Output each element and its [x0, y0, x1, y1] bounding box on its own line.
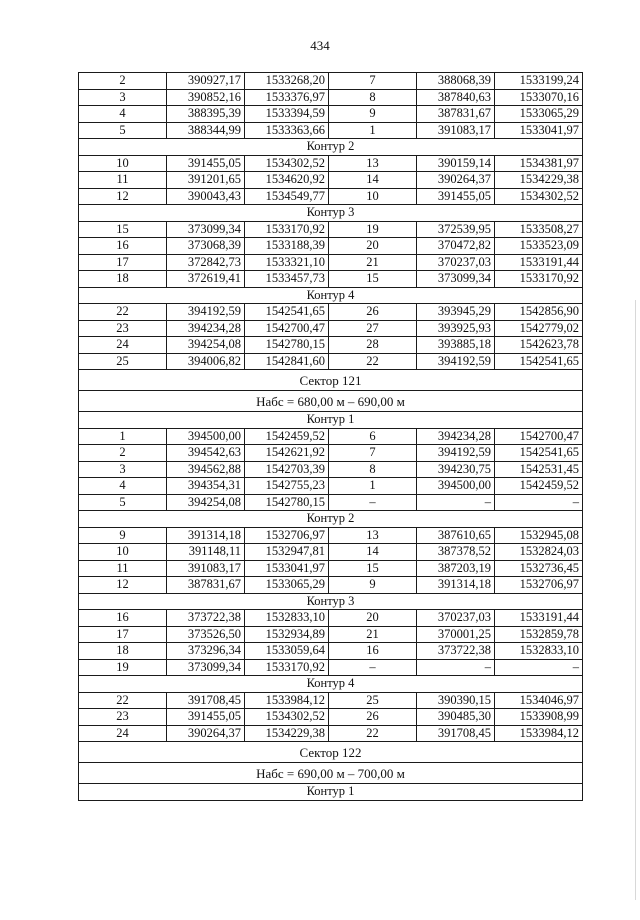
table-row	[79, 610, 583, 627]
contour-heading-row	[79, 412, 583, 429]
y-coordinate-cell: 1533191,44	[495, 254, 583, 271]
y-coordinate-cell: 1542531,45	[495, 461, 583, 478]
y-coordinate-cell: 1533508,27	[495, 221, 583, 238]
contour-heading: Контур 1	[79, 784, 583, 801]
y-coordinate-cell: 1542700,47	[245, 320, 329, 337]
section-heading-row	[79, 742, 583, 763]
table-row	[79, 221, 583, 238]
y-coordinate-cell: 1542459,52	[495, 478, 583, 495]
contour-heading-row	[79, 676, 583, 693]
y-coordinate-cell: 1542856,90	[495, 304, 583, 321]
x-coordinate-cell: 373099,34	[167, 659, 245, 676]
x-coordinate-cell: –	[417, 659, 495, 676]
x-coordinate-cell: 390927,17	[167, 73, 245, 90]
point-number-cell: 12	[79, 188, 167, 205]
point-number-cell: 7	[329, 445, 417, 462]
y-coordinate-cell: 1534229,38	[245, 725, 329, 742]
x-coordinate-cell: 394254,08	[167, 337, 245, 354]
contour-heading-row	[79, 287, 583, 304]
x-coordinate-cell: 394006,82	[167, 353, 245, 370]
point-number-cell: 5	[79, 122, 167, 139]
contour-heading-row	[79, 784, 583, 801]
point-number-cell: 26	[329, 304, 417, 321]
page-number: 434	[310, 38, 330, 53]
point-number-cell: 11	[79, 172, 167, 189]
y-coordinate-cell: 1533059,64	[245, 643, 329, 660]
x-coordinate-cell: 373099,34	[167, 221, 245, 238]
y-coordinate-cell: 1533984,12	[245, 692, 329, 709]
section-heading-row	[79, 370, 583, 391]
y-coordinate-cell: 1533908,99	[495, 709, 583, 726]
y-coordinate-cell: 1533070,16	[495, 89, 583, 106]
point-number-cell: 3	[79, 89, 167, 106]
y-coordinate-cell: 1533065,29	[495, 106, 583, 123]
point-number-cell: 25	[79, 353, 167, 370]
point-number-cell: 2	[79, 445, 167, 462]
contour-heading-row	[79, 205, 583, 222]
x-coordinate-cell: 390159,14	[417, 155, 495, 172]
table-row	[79, 544, 583, 561]
y-coordinate-cell: 1532833,10	[495, 643, 583, 660]
y-coordinate-cell: 1534302,52	[245, 155, 329, 172]
y-coordinate-cell: 1532706,97	[245, 527, 329, 544]
y-coordinate-cell: 1533041,97	[495, 122, 583, 139]
point-number-cell: –	[329, 659, 417, 676]
y-coordinate-cell: 1532934,89	[245, 626, 329, 643]
x-coordinate-cell: 387840,63	[417, 89, 495, 106]
table-row	[79, 725, 583, 742]
x-coordinate-cell: 373099,34	[417, 271, 495, 288]
y-coordinate-cell: 1534046,97	[495, 692, 583, 709]
point-number-cell: 22	[79, 304, 167, 321]
y-coordinate-cell: 1532859,78	[495, 626, 583, 643]
point-number-cell: 19	[79, 659, 167, 676]
table-row	[79, 494, 583, 511]
point-number-cell: 23	[79, 320, 167, 337]
contour-heading: Контур 3	[79, 205, 583, 222]
table-row	[79, 106, 583, 123]
point-number-cell: 19	[329, 221, 417, 238]
x-coordinate-cell: 391083,17	[167, 560, 245, 577]
x-coordinate-cell: 394254,08	[167, 494, 245, 511]
table-row	[79, 89, 583, 106]
x-coordinate-cell: 388068,39	[417, 73, 495, 90]
y-coordinate-cell: 1542541,65	[245, 304, 329, 321]
x-coordinate-cell: 372619,41	[167, 271, 245, 288]
section-heading: Набс = 680,00 м – 690,00 м	[79, 391, 583, 412]
point-number-cell: 9	[79, 527, 167, 544]
x-coordinate-cell: 390485,30	[417, 709, 495, 726]
table-row	[79, 188, 583, 205]
x-coordinate-cell: 391148,11	[167, 544, 245, 561]
contour-heading-row	[79, 139, 583, 156]
x-coordinate-cell: 373296,34	[167, 643, 245, 660]
scan-edge-line	[635, 300, 636, 900]
y-coordinate-cell: 1533170,92	[245, 659, 329, 676]
table-row	[79, 337, 583, 354]
point-number-cell: 7	[329, 73, 417, 90]
point-number-cell: 20	[329, 238, 417, 255]
y-coordinate-cell: 1533523,09	[495, 238, 583, 255]
point-number-cell: 28	[329, 337, 417, 354]
point-number-cell: 13	[329, 155, 417, 172]
y-coordinate-cell: 1542459,52	[245, 428, 329, 445]
x-coordinate-cell: 370237,03	[417, 254, 495, 271]
table-row	[79, 478, 583, 495]
point-number-cell: 18	[79, 271, 167, 288]
y-coordinate-cell: 1542780,15	[245, 337, 329, 354]
point-number-cell: 21	[329, 626, 417, 643]
x-coordinate-cell: 394354,31	[167, 478, 245, 495]
point-number-cell: 4	[79, 478, 167, 495]
table-row	[79, 527, 583, 544]
table-row	[79, 172, 583, 189]
x-coordinate-cell: 391708,45	[167, 692, 245, 709]
point-number-cell: 15	[329, 560, 417, 577]
table-row	[79, 353, 583, 370]
contour-heading: Контур 4	[79, 676, 583, 693]
table-row	[79, 709, 583, 726]
point-number-cell: 23	[79, 709, 167, 726]
y-coordinate-cell: 1542779,02	[495, 320, 583, 337]
table-row	[79, 238, 583, 255]
contour-heading: Контур 2	[79, 511, 583, 528]
point-number-cell: 22	[329, 353, 417, 370]
y-coordinate-cell: 1533170,92	[495, 271, 583, 288]
table-row	[79, 320, 583, 337]
table-row	[79, 659, 583, 676]
x-coordinate-cell: 393925,93	[417, 320, 495, 337]
y-coordinate-cell: 1533457,73	[245, 271, 329, 288]
point-number-cell: 9	[329, 577, 417, 594]
y-coordinate-cell: 1542623,78	[495, 337, 583, 354]
point-number-cell: 10	[329, 188, 417, 205]
y-coordinate-cell: 1533376,97	[245, 89, 329, 106]
point-number-cell: 25	[329, 692, 417, 709]
contour-heading: Контур 4	[79, 287, 583, 304]
x-coordinate-cell: 390390,15	[417, 692, 495, 709]
x-coordinate-cell: 388344,99	[167, 122, 245, 139]
y-coordinate-cell: 1542841,60	[245, 353, 329, 370]
y-coordinate-cell: 1533041,97	[245, 560, 329, 577]
point-number-cell: 15	[79, 221, 167, 238]
y-coordinate-cell: 1542703,39	[245, 461, 329, 478]
x-coordinate-cell: 390264,37	[167, 725, 245, 742]
point-number-cell: 21	[329, 254, 417, 271]
x-coordinate-cell: 370001,25	[417, 626, 495, 643]
y-coordinate-cell: 1533984,12	[495, 725, 583, 742]
x-coordinate-cell: 373722,38	[417, 643, 495, 660]
point-number-cell: 4	[79, 106, 167, 123]
point-number-cell: 26	[329, 709, 417, 726]
y-coordinate-cell: 1542755,23	[245, 478, 329, 495]
x-coordinate-cell: 394192,59	[417, 445, 495, 462]
point-number-cell: 9	[329, 106, 417, 123]
y-coordinate-cell: 1532833,10	[245, 610, 329, 627]
point-number-cell: 3	[79, 461, 167, 478]
x-coordinate-cell: 394234,28	[167, 320, 245, 337]
table-row	[79, 304, 583, 321]
y-coordinate-cell: 1533188,39	[245, 238, 329, 255]
point-number-cell: 15	[329, 271, 417, 288]
coordinates-table	[78, 72, 583, 801]
x-coordinate-cell: 391708,45	[417, 725, 495, 742]
y-coordinate-cell: 1533065,29	[245, 577, 329, 594]
x-coordinate-cell: 373068,39	[167, 238, 245, 255]
point-number-cell: 22	[79, 692, 167, 709]
y-coordinate-cell: 1533191,44	[495, 610, 583, 627]
x-coordinate-cell: 387831,67	[167, 577, 245, 594]
x-coordinate-cell: 394192,59	[167, 304, 245, 321]
point-number-cell: 17	[79, 626, 167, 643]
y-coordinate-cell: 1534229,38	[495, 172, 583, 189]
contour-heading: Контур 3	[79, 593, 583, 610]
table-row	[79, 643, 583, 660]
x-coordinate-cell: 394562,88	[167, 461, 245, 478]
contour-heading: Контур 2	[79, 139, 583, 156]
y-coordinate-cell: 1542780,15	[245, 494, 329, 511]
x-coordinate-cell: 388395,39	[167, 106, 245, 123]
section-heading-row	[79, 391, 583, 412]
table-row	[79, 626, 583, 643]
contour-heading: Контур 1	[79, 412, 583, 429]
x-coordinate-cell: 391455,05	[417, 188, 495, 205]
x-coordinate-cell: 391314,18	[417, 577, 495, 594]
table-row	[79, 692, 583, 709]
point-number-cell: 8	[329, 461, 417, 478]
point-number-cell: 13	[329, 527, 417, 544]
table-row	[79, 560, 583, 577]
x-coordinate-cell: 373722,38	[167, 610, 245, 627]
x-coordinate-cell: 390043,43	[167, 188, 245, 205]
table-row	[79, 254, 583, 271]
x-coordinate-cell: 370237,03	[417, 610, 495, 627]
y-coordinate-cell: 1533394,59	[245, 106, 329, 123]
point-number-cell: 24	[79, 337, 167, 354]
x-coordinate-cell: 387203,19	[417, 560, 495, 577]
point-number-cell: 20	[329, 610, 417, 627]
section-heading: Сектор 122	[79, 742, 583, 763]
point-number-cell: 14	[329, 544, 417, 561]
x-coordinate-cell: 390264,37	[417, 172, 495, 189]
y-coordinate-cell: –	[495, 494, 583, 511]
y-coordinate-cell: 1534302,52	[495, 188, 583, 205]
x-coordinate-cell: 387831,67	[417, 106, 495, 123]
point-number-cell: 1	[329, 478, 417, 495]
table-row	[79, 461, 583, 478]
point-number-cell: 24	[79, 725, 167, 742]
y-coordinate-cell: –	[495, 659, 583, 676]
x-coordinate-cell: 394192,59	[417, 353, 495, 370]
point-number-cell: 12	[79, 577, 167, 594]
x-coordinate-cell: 394500,00	[167, 428, 245, 445]
y-coordinate-cell: 1534549,77	[245, 188, 329, 205]
point-number-cell: 27	[329, 320, 417, 337]
y-coordinate-cell: 1533268,20	[245, 73, 329, 90]
x-coordinate-cell: 394500,00	[417, 478, 495, 495]
point-number-cell: 1	[79, 428, 167, 445]
table-row	[79, 577, 583, 594]
x-coordinate-cell: 391455,05	[167, 709, 245, 726]
x-coordinate-cell: 391455,05	[167, 155, 245, 172]
x-coordinate-cell: 394234,28	[417, 428, 495, 445]
y-coordinate-cell: 1532706,97	[495, 577, 583, 594]
table-row	[79, 122, 583, 139]
x-coordinate-cell: 391201,65	[167, 172, 245, 189]
contour-heading-row	[79, 593, 583, 610]
y-coordinate-cell: 1532945,08	[495, 527, 583, 544]
point-number-cell: 18	[79, 643, 167, 660]
table-row	[79, 428, 583, 445]
y-coordinate-cell: 1532947,81	[245, 544, 329, 561]
point-number-cell: 11	[79, 560, 167, 577]
x-coordinate-cell: 387378,52	[417, 544, 495, 561]
y-coordinate-cell: 1532824,03	[495, 544, 583, 561]
x-coordinate-cell: 391314,18	[167, 527, 245, 544]
x-coordinate-cell: 391083,17	[417, 122, 495, 139]
y-coordinate-cell: 1542621,92	[245, 445, 329, 462]
x-coordinate-cell: 393945,29	[417, 304, 495, 321]
x-coordinate-cell: 393885,18	[417, 337, 495, 354]
section-heading-row	[79, 763, 583, 784]
coordinates-table-wrapper	[78, 72, 582, 801]
point-number-cell: 6	[329, 428, 417, 445]
point-number-cell: 10	[79, 155, 167, 172]
contour-heading-row	[79, 511, 583, 528]
point-number-cell: 5	[79, 494, 167, 511]
x-coordinate-cell: 372539,95	[417, 221, 495, 238]
table-row	[79, 445, 583, 462]
table-row	[79, 155, 583, 172]
point-number-cell: 14	[329, 172, 417, 189]
table-row	[79, 73, 583, 90]
y-coordinate-cell: 1534381,97	[495, 155, 583, 172]
point-number-cell: 16	[329, 643, 417, 660]
point-number-cell: 17	[79, 254, 167, 271]
y-coordinate-cell: 1542541,65	[495, 445, 583, 462]
y-coordinate-cell: 1533363,66	[245, 122, 329, 139]
x-coordinate-cell: 373526,50	[167, 626, 245, 643]
section-heading: Набс = 690,00 м – 700,00 м	[79, 763, 583, 784]
table-row	[79, 271, 583, 288]
x-coordinate-cell: 394230,75	[417, 461, 495, 478]
point-number-cell: 2	[79, 73, 167, 90]
y-coordinate-cell: 1533170,92	[245, 221, 329, 238]
x-coordinate-cell: –	[417, 494, 495, 511]
x-coordinate-cell: 387610,65	[417, 527, 495, 544]
y-coordinate-cell: 1532736,45	[495, 560, 583, 577]
point-number-cell: 22	[329, 725, 417, 742]
point-number-cell: 10	[79, 544, 167, 561]
x-coordinate-cell: 370472,82	[417, 238, 495, 255]
x-coordinate-cell: 390852,16	[167, 89, 245, 106]
coordinates-table-body	[79, 73, 583, 801]
point-number-cell: 16	[79, 610, 167, 627]
section-heading: Сектор 121	[79, 370, 583, 391]
y-coordinate-cell: 1542541,65	[495, 353, 583, 370]
point-number-cell: –	[329, 494, 417, 511]
y-coordinate-cell: 1533199,24	[495, 73, 583, 90]
y-coordinate-cell: 1533321,10	[245, 254, 329, 271]
point-number-cell: 8	[329, 89, 417, 106]
y-coordinate-cell: 1534302,52	[245, 709, 329, 726]
x-coordinate-cell: 394542,63	[167, 445, 245, 462]
x-coordinate-cell: 372842,73	[167, 254, 245, 271]
y-coordinate-cell: 1542700,47	[495, 428, 583, 445]
y-coordinate-cell: 1534620,92	[245, 172, 329, 189]
point-number-cell: 1	[329, 122, 417, 139]
point-number-cell: 16	[79, 238, 167, 255]
